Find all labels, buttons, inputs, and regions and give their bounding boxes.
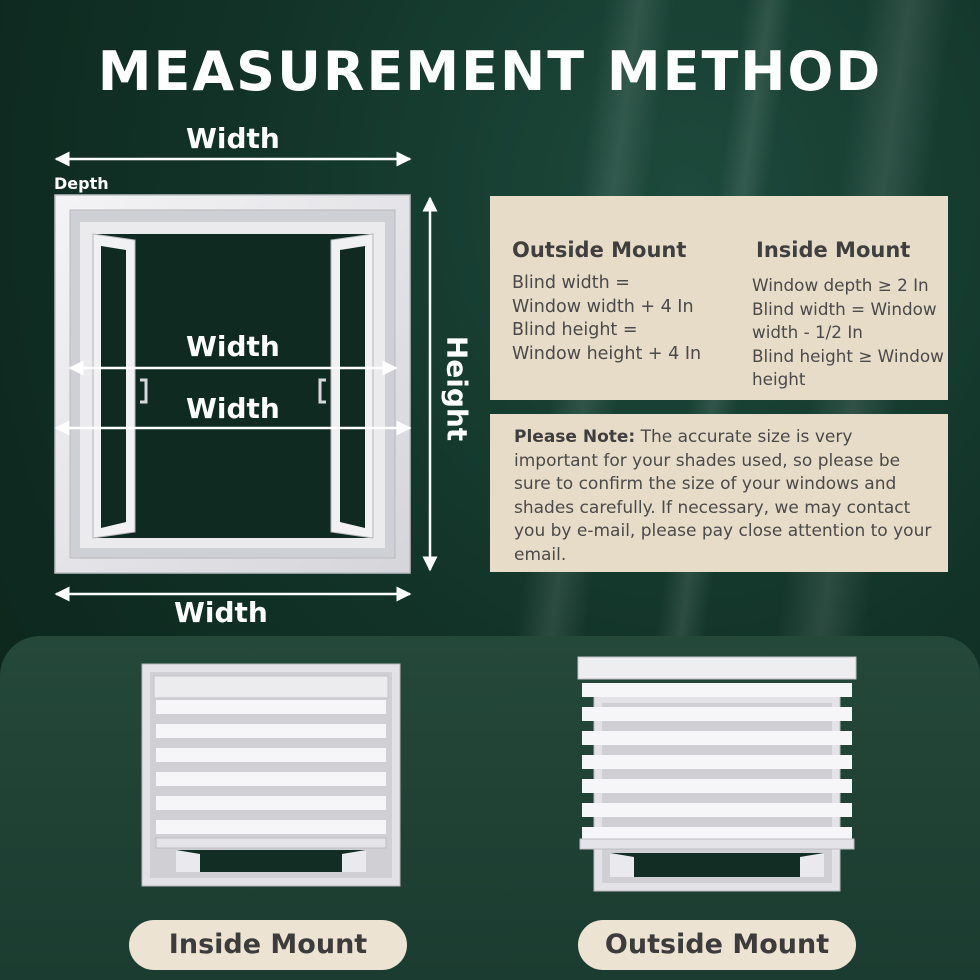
outside-mount-text: Blind width = Window width + 4 In Blind height = Window height + 4 In	[512, 273, 702, 364]
note-body: The accurate size is very important for your shades used, so please be sure to confirm the size of your windows and shades carefully. If necessary, we may contact you by e-mail, please pay close attention to your email.	[514, 427, 932, 565]
outside-mount-illustration	[576, 655, 858, 895]
inner-width-label-1: Width	[186, 330, 280, 363]
inner-width-label-2: Width	[186, 392, 280, 425]
bottom-width-label: Width	[174, 596, 268, 629]
page-title: MEASUREMENT METHOD	[97, 40, 883, 103]
inside-mount-heading: Inside Mount	[756, 238, 911, 262]
inside-mount-illustration	[140, 660, 405, 890]
inside-mount-text: Window depth ≥ 2 In Blind width = Window width - 1/2 In Blind height ≥ Window height	[752, 275, 944, 389]
note-card	[490, 414, 948, 572]
inside-mount-label: Inside Mount	[129, 920, 407, 970]
outside-mount-heading: Outside Mount	[512, 238, 687, 262]
outside-mount-label: Outside Mount	[578, 920, 856, 970]
note-label: Please Note:	[514, 427, 636, 447]
top-width-label: Width	[186, 122, 280, 155]
depth-label: Depth	[54, 174, 109, 193]
note-text	[514, 426, 934, 568]
mount-formula-card	[490, 196, 948, 400]
height-label: Height	[440, 335, 474, 442]
